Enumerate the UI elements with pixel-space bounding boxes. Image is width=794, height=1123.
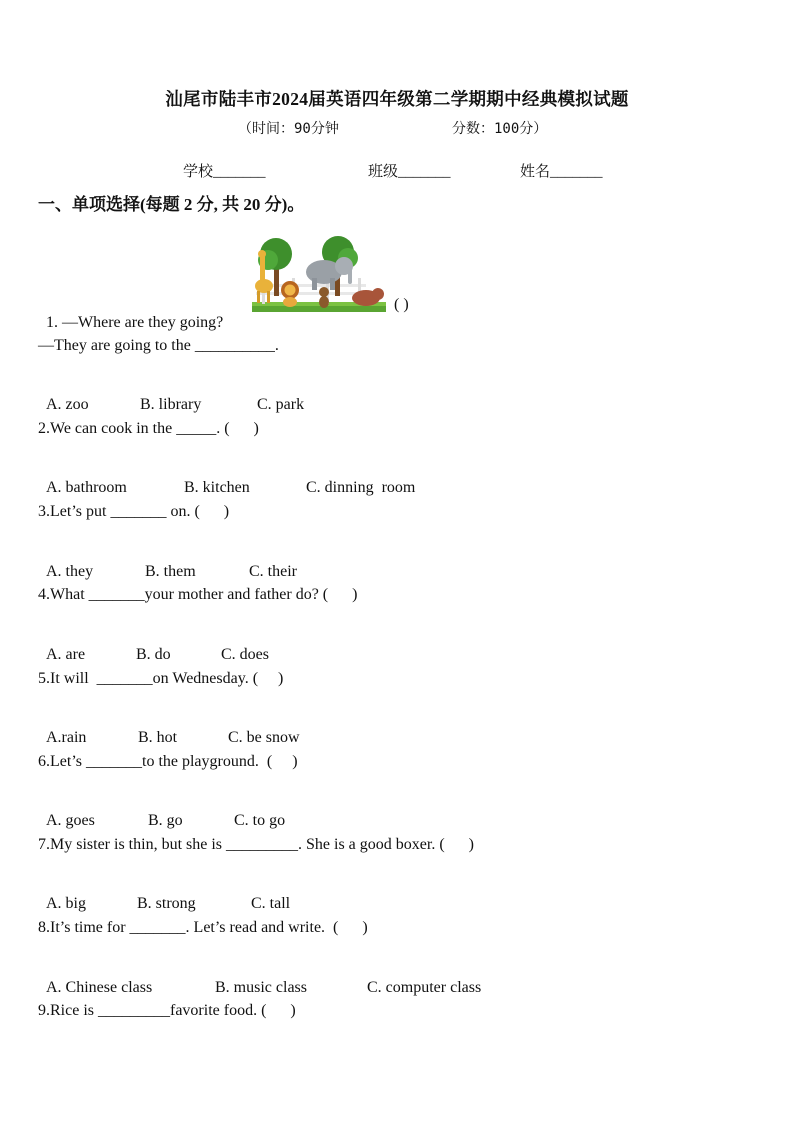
section-heading: 一、单项选择(每题 2 分, 共 20 分)。 [38, 195, 305, 214]
question-8-options [38, 961, 481, 997]
exam-score: 分数：100分） [452, 121, 548, 137]
option-b: B. strong [137, 895, 196, 912]
option-c: C. park [257, 396, 305, 413]
question-1 [38, 296, 223, 332]
class-field: 班级_______ [368, 164, 451, 180]
option-a: A.rain [46, 729, 87, 746]
question-7: 7.My sister is thin, but she is _________. She is a good boxer. ( ) [38, 836, 474, 853]
option-b: B. hot [138, 729, 178, 746]
option-a: A. Chinese class [46, 979, 153, 996]
option-c: C. dinning room [306, 479, 416, 496]
option-a: A. bathroom [46, 479, 127, 496]
question-3-options [38, 545, 297, 581]
school-field: 学校_______ [183, 164, 266, 180]
option-b: B. music class [215, 979, 307, 996]
exam-time: （时间：90分钟 [238, 121, 339, 137]
option-c: C. tall [251, 895, 291, 912]
question-6-options [38, 794, 285, 830]
option-b: B. do [136, 646, 171, 663]
question-4: 4.What _______your mother and father do? ( ) [38, 586, 358, 603]
option-a: A. are [46, 646, 86, 663]
option-a: A. zoo [46, 396, 89, 413]
option-b: B. go [148, 812, 183, 829]
question-5-options [38, 711, 300, 747]
question-1-options [38, 378, 304, 414]
question-1-answer-line: —They are going to the __________. [38, 337, 279, 354]
question-3: 3.Let’s put _______ on. ( ) [38, 503, 230, 520]
option-a: A. they [46, 563, 94, 580]
option-c: C. be snow [228, 729, 300, 746]
option-c: C. does [221, 646, 269, 663]
question-2: 2.We can cook in the _____. ( ) [38, 420, 259, 437]
question-2-options [38, 461, 415, 497]
option-c: C. their [249, 563, 297, 580]
option-b: B. library [140, 396, 202, 413]
page-title: 汕尾市陆丰市2024届英语四年级第二学期期中经典模拟试题 [165, 89, 629, 109]
question-text: 1. —Where are they going? [46, 314, 224, 331]
question-6: 6.Let’s _______to the playground. ( ) [38, 753, 298, 770]
option-a: A. big [46, 895, 86, 912]
question-4-options [38, 628, 269, 664]
question-7-options [38, 877, 290, 913]
option-b: B. kitchen [184, 479, 250, 496]
answer-paren: ( ) [394, 296, 409, 313]
option-c: C. computer class [367, 979, 482, 996]
question-9: 9.Rice is _________favorite food. ( ) [38, 1002, 296, 1019]
option-c: C. to go [234, 812, 286, 829]
question-5: 5.It will _______on Wednesday. ( ) [38, 670, 284, 687]
zoo-animals-image [252, 236, 388, 319]
name-field: 姓名_______ [520, 164, 603, 180]
question-8: 8.It’s time for _______. Let’s read and write. ( ) [38, 919, 368, 936]
option-b: B. them [145, 563, 196, 580]
option-a: A. goes [46, 812, 95, 829]
